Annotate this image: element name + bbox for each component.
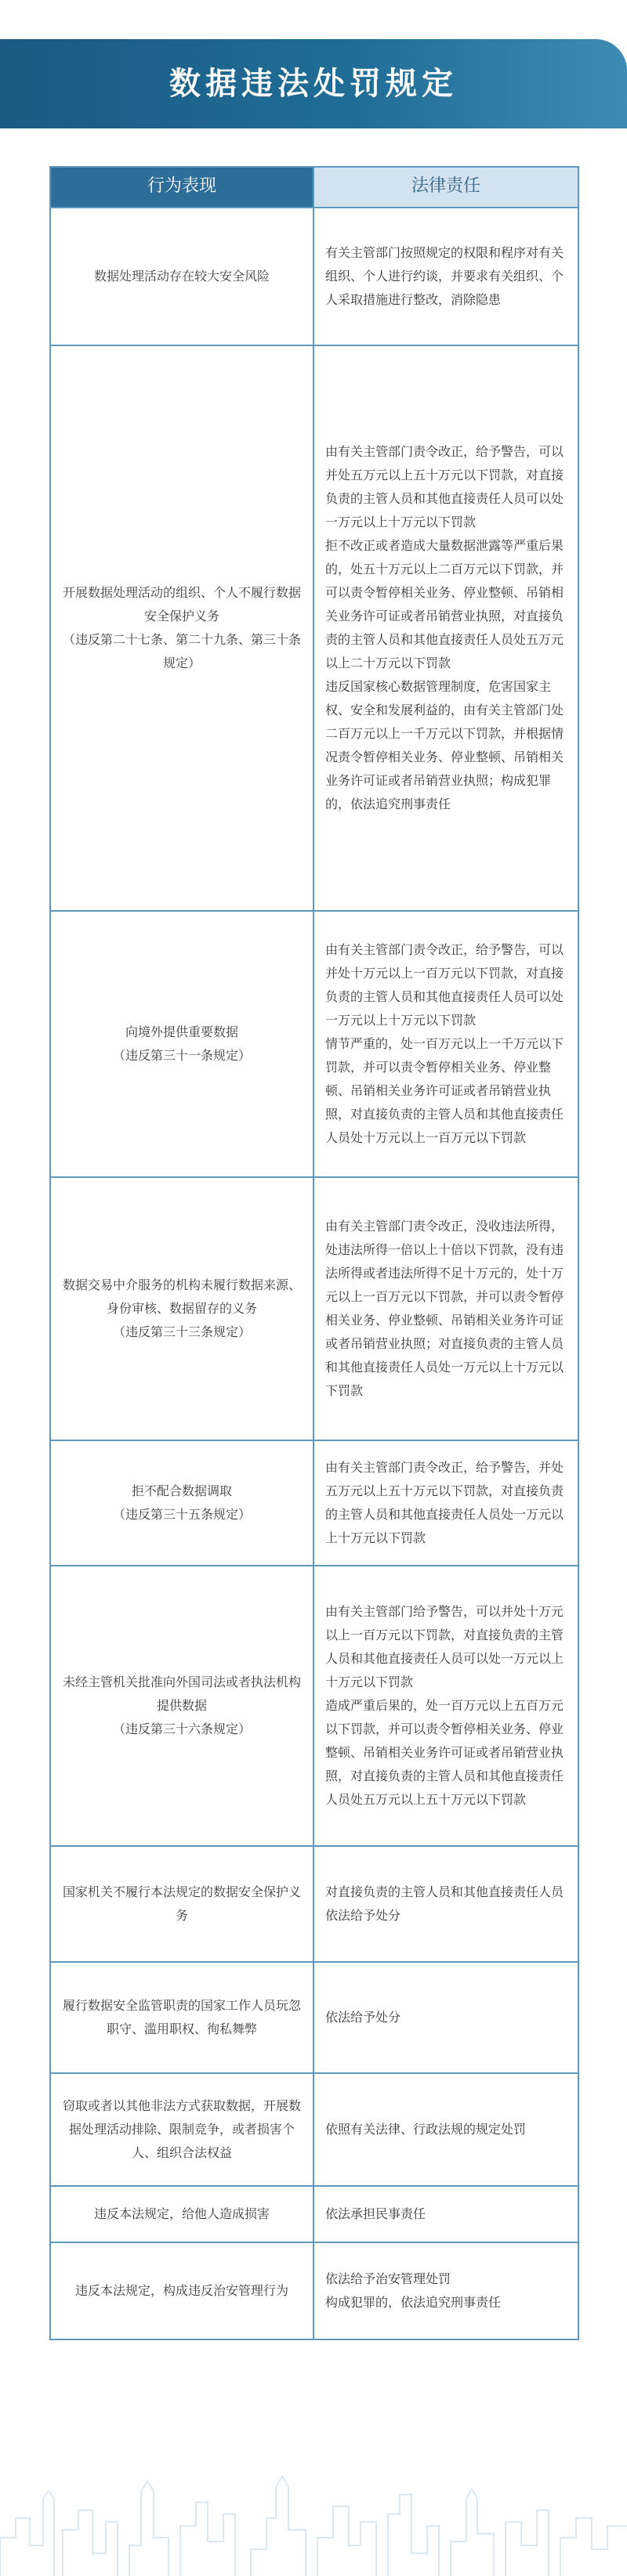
behavior-text: 开展数据处理活动的组织、个人不履行数据安全保护义务 <box>62 585 301 623</box>
liability-cell <box>314 1441 579 1566</box>
behavior-cell <box>51 1963 314 2074</box>
behavior-cell <box>51 346 314 912</box>
table-row <box>51 346 579 912</box>
liability-cell <box>314 208 579 346</box>
liability-cell <box>314 2187 579 2243</box>
behavior-cell <box>51 1441 314 1566</box>
liability-text: 依照有关法律、行政法规的规定处罚 <box>325 2122 527 2137</box>
behavior-article: （违反第三十六条规定） <box>112 1722 251 1736</box>
table-row <box>51 1963 579 2074</box>
behavior-article: （违反第三十五条规定） <box>112 1507 251 1522</box>
liability-text: 构成犯罪的，依法追究刑事责任 <box>325 2295 502 2310</box>
liability-text: 拒不改正或者造成大量数据泄露等严重后果的，处五十万元以上二百万元以下罚款，并可以责令暂停相关业务、停业整顿、吊销相关业务许可证或者吊销营业执照，对直接负责的主管人员和其他直接责任人员处五万元以上二十万元以下罚款 <box>325 538 564 670</box>
behavior-text: 数据交易中介服务的机构未履行数据来源、身份审核、数据留存的义务 <box>62 1277 301 1316</box>
liability-text: 依法给予治安管理处罚 <box>325 2271 451 2286</box>
table-header-row <box>51 168 579 208</box>
behavior-article: （违反第三十一条规定） <box>112 1048 251 1063</box>
behavior-text: 未经主管机关批准向外国司法或者执法机构提供数据 <box>62 1675 301 1713</box>
behavior-article: （违反第三十三条规定） <box>112 1324 251 1339</box>
behavior-cell <box>51 1566 314 1847</box>
liability-text: 情节严重的，处一百万元以上一千万元以下罚款，并可以责令暂停相关业务、停业整顿、吊销相关业务许可证或者吊销营业执照，对直接负责的主管人员和其他直接责任人员处十万元以上一百万元以下罚款 <box>325 1036 564 1145</box>
table-row <box>51 2074 579 2187</box>
liability-text: 违反国家核心数据管理制度，危害国家主权、安全和发展利益的，由有关主管部门处二百万元以上一千万元以下罚款，并根据情况责令暂停相关业务、停业整顿、吊销相关业务许可证或者吊销营业执照；构成犯罪的，依法追究刑事责任 <box>325 679 564 811</box>
behavior-cell <box>51 2187 314 2243</box>
liability-cell <box>314 912 579 1178</box>
liability-text: 对直接负责的主管人员和其他直接责任人员依法给予处分 <box>325 1884 564 1923</box>
liability-text: 有关主管部门按照规定的权限和程序对有关组织、个人进行约谈，并要求有关组织、个人采取措施进行整改，消除隐患 <box>325 245 564 307</box>
behavior-cell <box>51 208 314 346</box>
table-row <box>51 2243 579 2340</box>
table-row <box>51 1441 579 1566</box>
skyline-decoration <box>0 2444 627 2576</box>
table-row <box>51 2187 579 2243</box>
behavior-text: 国家机关不履行本法规定的数据安全保护义务 <box>62 1884 301 1923</box>
behavior-text: 窃取或者以其他非法方式获取数据，开展数据处理活动排除、限制竞争，或者损害个人、组织合法权益 <box>62 2098 301 2160</box>
penalty-table <box>49 166 579 2340</box>
liability-text: 由有关主管部门责令改正，没收违法所得，处违法所得一倍以上十倍以下罚款，没有违法所得或者违法所得不足十万元的，处十万元以上一百万元以下罚款，并可以责令暂停相关业务、停业整顿、吊销相关业务许可证或者吊销营业执照；对直接负责的主管人员和其他直接责任人员处一万元以上十万元以下罚款 <box>325 1219 564 1398</box>
header-behavior: 行为表现 <box>51 168 314 208</box>
table-row <box>51 1566 579 1847</box>
table-row <box>51 1178 579 1441</box>
liability-text: 由有关主管部门责令改正，给予警告，可以并处十万元以上一百万元以下罚款，对直接负责的主管人员和其他直接责任人员可以处一万元以上十万元以下罚款 <box>325 942 564 1028</box>
top-band <box>0 0 627 31</box>
table-row <box>51 208 579 346</box>
liability-cell <box>314 2074 579 2187</box>
liability-cell <box>314 346 579 912</box>
behavior-text: 拒不配合数据调取 <box>131 1483 232 1498</box>
liability-cell <box>314 1566 579 1847</box>
behavior-cell <box>51 2243 314 2340</box>
behavior-cell <box>51 1847 314 1963</box>
behavior-cell <box>51 2074 314 2187</box>
behavior-text: 违反本法规定，构成违反治安管理行为 <box>74 2283 288 2298</box>
liability-text: 依法承担民事责任 <box>325 2206 426 2221</box>
liability-cell <box>314 1178 579 1441</box>
behavior-text: 违反本法规定，给他人造成损害 <box>93 2206 270 2221</box>
liability-text: 由有关主管部门责令改正，给予警告，可以并处五万元以上五十万元以下罚款，对直接负责的主管人员和其他直接责任人员可以处一万元以上十万元以下罚款 <box>325 444 564 529</box>
liability-text: 由有关主管部门给予警告，可以并处十万元以上一百万元以下罚款，对直接负责的主管人员和其他直接责任人员可以处一万元以上十万元以下罚款 <box>325 1604 564 1689</box>
page-title: 数据违法处罚规定 <box>169 65 458 102</box>
liability-cell <box>314 2243 579 2340</box>
header-liability: 法律责任 <box>314 168 579 208</box>
behavior-cell <box>51 1178 314 1441</box>
behavior-text: 向境外提供重要数据 <box>125 1024 238 1039</box>
title-banner <box>0 39 627 128</box>
liability-cell <box>314 1847 579 1963</box>
liability-cell <box>314 1963 579 2074</box>
liability-text: 依法给予处分 <box>325 2010 401 2025</box>
liability-text: 由有关主管部门责令改正，给予警告，并处五万元以上五十万元以下罚款，对直接负责的主管人员和其他直接责任人员处一万元以上十万元以下罚款 <box>325 1460 564 1545</box>
table-row <box>51 1847 579 1963</box>
behavior-cell <box>51 912 314 1178</box>
liability-text: 造成严重后果的，处一百万元以上五百万元以下罚款，并可以责令暂停相关业务、停业整顿、吊销相关业务许可证或者吊销营业执照，对直接负责的主管人员和其他直接责任人员处五万元以上五十万元以下罚款 <box>325 1698 564 1807</box>
table-row <box>51 912 579 1178</box>
behavior-article: （违反第二十七条、第二十九条、第三十条规定） <box>62 632 301 670</box>
behavior-text: 数据处理活动存在较大安全风险 <box>93 269 270 284</box>
behavior-text: 履行数据安全监管职责的国家工作人员玩忽职守、滥用职权、徇私舞弊 <box>62 1998 301 2036</box>
